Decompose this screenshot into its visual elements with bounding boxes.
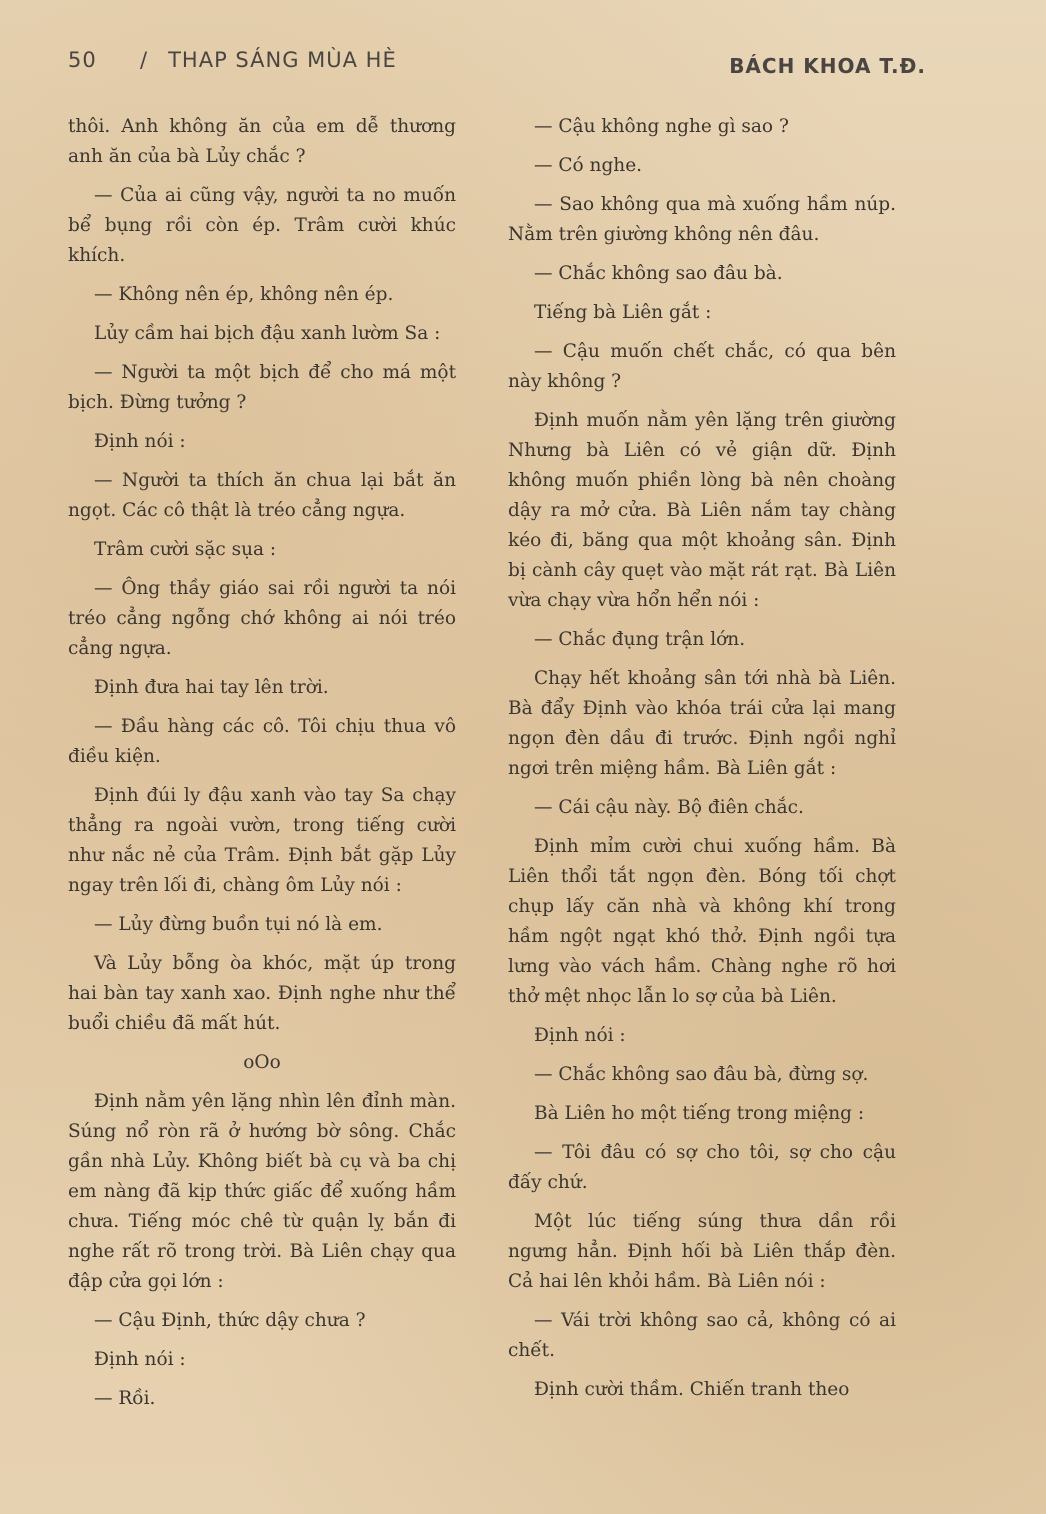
paragraph: Và Lủy bỗng òa khóc, mặt úp trong hai bàn tay xanh xao. Định nghe như thể buổi chiều đã mất hút. [68, 953, 456, 1034]
paragraph: — Chắc không sao đâu bà, đừng sợ. [534, 1064, 869, 1085]
paragraph: — Rồi. [94, 1388, 156, 1409]
paragraph: — Ông thầy giáo sai rồi người ta nói tréo cẳng ngỗng chớ không ai nói tréo cẳng ngựa. [68, 578, 456, 659]
paragraph: — Chắc đụng trận lớn. [534, 629, 746, 650]
paragraph: — Chắc không sao đâu bà. [534, 263, 783, 284]
paragraph: — Cậu muốn chết chắc, có qua bên này không ? [508, 341, 896, 392]
paragraph: Định đúi ly đậu xanh vào tay Sa chạy thẳng ra ngoài vườn, trong tiếng cười như nắc nẻ của Trâm. Định bắt gặp Lủy ngay trên lối đi, chàng ôm Lủy nói : [68, 785, 456, 896]
right-column [508, 112, 896, 1414]
section-title [140, 48, 397, 72]
paragraph: Chạy hết khoảng sân tới nhà bà Liên. Bà đẩy Định vào khóa trái cửa lại mang ngọn đèn dầu đi trước. Định ngồi nghỉ ngơi trên miệng hầm. Bà Liên gắt : [508, 668, 896, 779]
header-separator: / [140, 48, 149, 72]
paragraph: Định muốn nằm yên lặng trên giường Nhưng bà Liên có vẻ giận dữ. Định không muốn phiền lòng bà nên choàng dậy ra mở cửa. Bà Liên nắm tay chàng kéo đi, băng qua một khoảng sân. Định bị cành cây quẹt vào mặt rát rạt. Bà Liên vừa chạy vừa hổn hển nói : [508, 410, 896, 611]
left-column [68, 112, 456, 1423]
section-break: oOo [243, 1052, 281, 1073]
paragraph: Một lúc tiếng súng thưa dần rồi ngưng hẳn. Định hối bà Liên thắp đèn. Cả hai lên khỏi hầm. Bà Liên nói : [508, 1211, 896, 1292]
paragraph: Lủy cầm hai bịch đậu xanh lườm Sa : [94, 323, 441, 344]
section-name: THAP SÁNG MÙA HÈ [168, 48, 397, 72]
paragraph: — Của ai cũng vậy, người ta no muốn bể bụng rồi còn ép. Trâm cười khúc khích. [68, 185, 456, 266]
paragraph: — Vái trời không sao cả, không có ai chết. [508, 1310, 896, 1361]
paragraph: — Không nên ép, không nên ép. [94, 284, 394, 305]
paragraph: Tiếng bà Liên gắt : [534, 302, 712, 323]
paragraph: Trâm cười sặc sụa : [94, 539, 277, 560]
paragraph: Bà Liên ho một tiếng trong miệng : [534, 1103, 865, 1124]
paragraph: Định đưa hai tay lên trời. [94, 677, 329, 698]
paragraph: — Người ta một bịch để cho má một bịch. Đừng tưởng ? [68, 362, 456, 413]
paragraph: — Có nghe. [534, 155, 643, 176]
running-header [68, 42, 926, 78]
paragraph: — Cậu không nghe gì sao ? [534, 116, 789, 137]
paragraph: thôi. Anh không ăn của em dễ thương anh ăn của bà Lủy chắc ? [68, 116, 456, 167]
paragraph: Định cười thầm. Chiến tranh theo [534, 1379, 850, 1400]
paragraph: — Người ta thích ăn chua lại bắt ăn ngọt. Các cô thật là tréo cẳng ngựa. [68, 470, 456, 521]
paragraph: Định nói : [94, 431, 186, 452]
paragraph: — Đầu hàng các cô. Tôi chịu thua vô điều kiện. [68, 716, 456, 767]
paragraph: Định nằm yên lặng nhìn lên đỉnh màn. Súng nổ ròn rã ở hướng bờ sông. Chắc gần nhà Lủy. Không biết bà cụ và ba chị em nàng đã kịp thức giấc để xuống hầm chưa. Tiếng móc chê từ quận lỵ bắn đi nghe rất rõ trong trời. Bà Liên chạy qua đập cửa gọi lớn : [68, 1091, 456, 1292]
page-number: 50 [68, 48, 97, 72]
paragraph: — Cái cậu này. Bộ điên chắc. [534, 797, 804, 818]
paragraph: — Cậu Định, thức dậy chưa ? [94, 1310, 366, 1331]
paragraph: Định nói : [94, 1349, 186, 1370]
paragraph: — Sao không qua mà xuống hầm núp. Nằm trên giường không nên đâu. [508, 194, 896, 245]
paragraph: — Tôi đâu có sợ cho tôi, sợ cho cậu đấy chứ. [508, 1142, 896, 1193]
paragraph: Định nói : [534, 1025, 626, 1046]
paragraph: — Lủy đừng buồn tụi nó là em. [94, 914, 383, 935]
paragraph: Định mỉm cười chui xuống hầm. Bà Liên thổi tắt ngọn đèn. Bóng tối chợt chụp lấy căn nhà và không khí trong hầm ngột ngạt khó thở. Định ngồi tựa lưng vào vách hầm. Chàng nghe rõ hơi thở mệt nhọc lẫn lo sợ của bà Liên. [508, 836, 896, 1007]
magazine-name: BÁCH KHOA T.Đ. [729, 54, 926, 78]
